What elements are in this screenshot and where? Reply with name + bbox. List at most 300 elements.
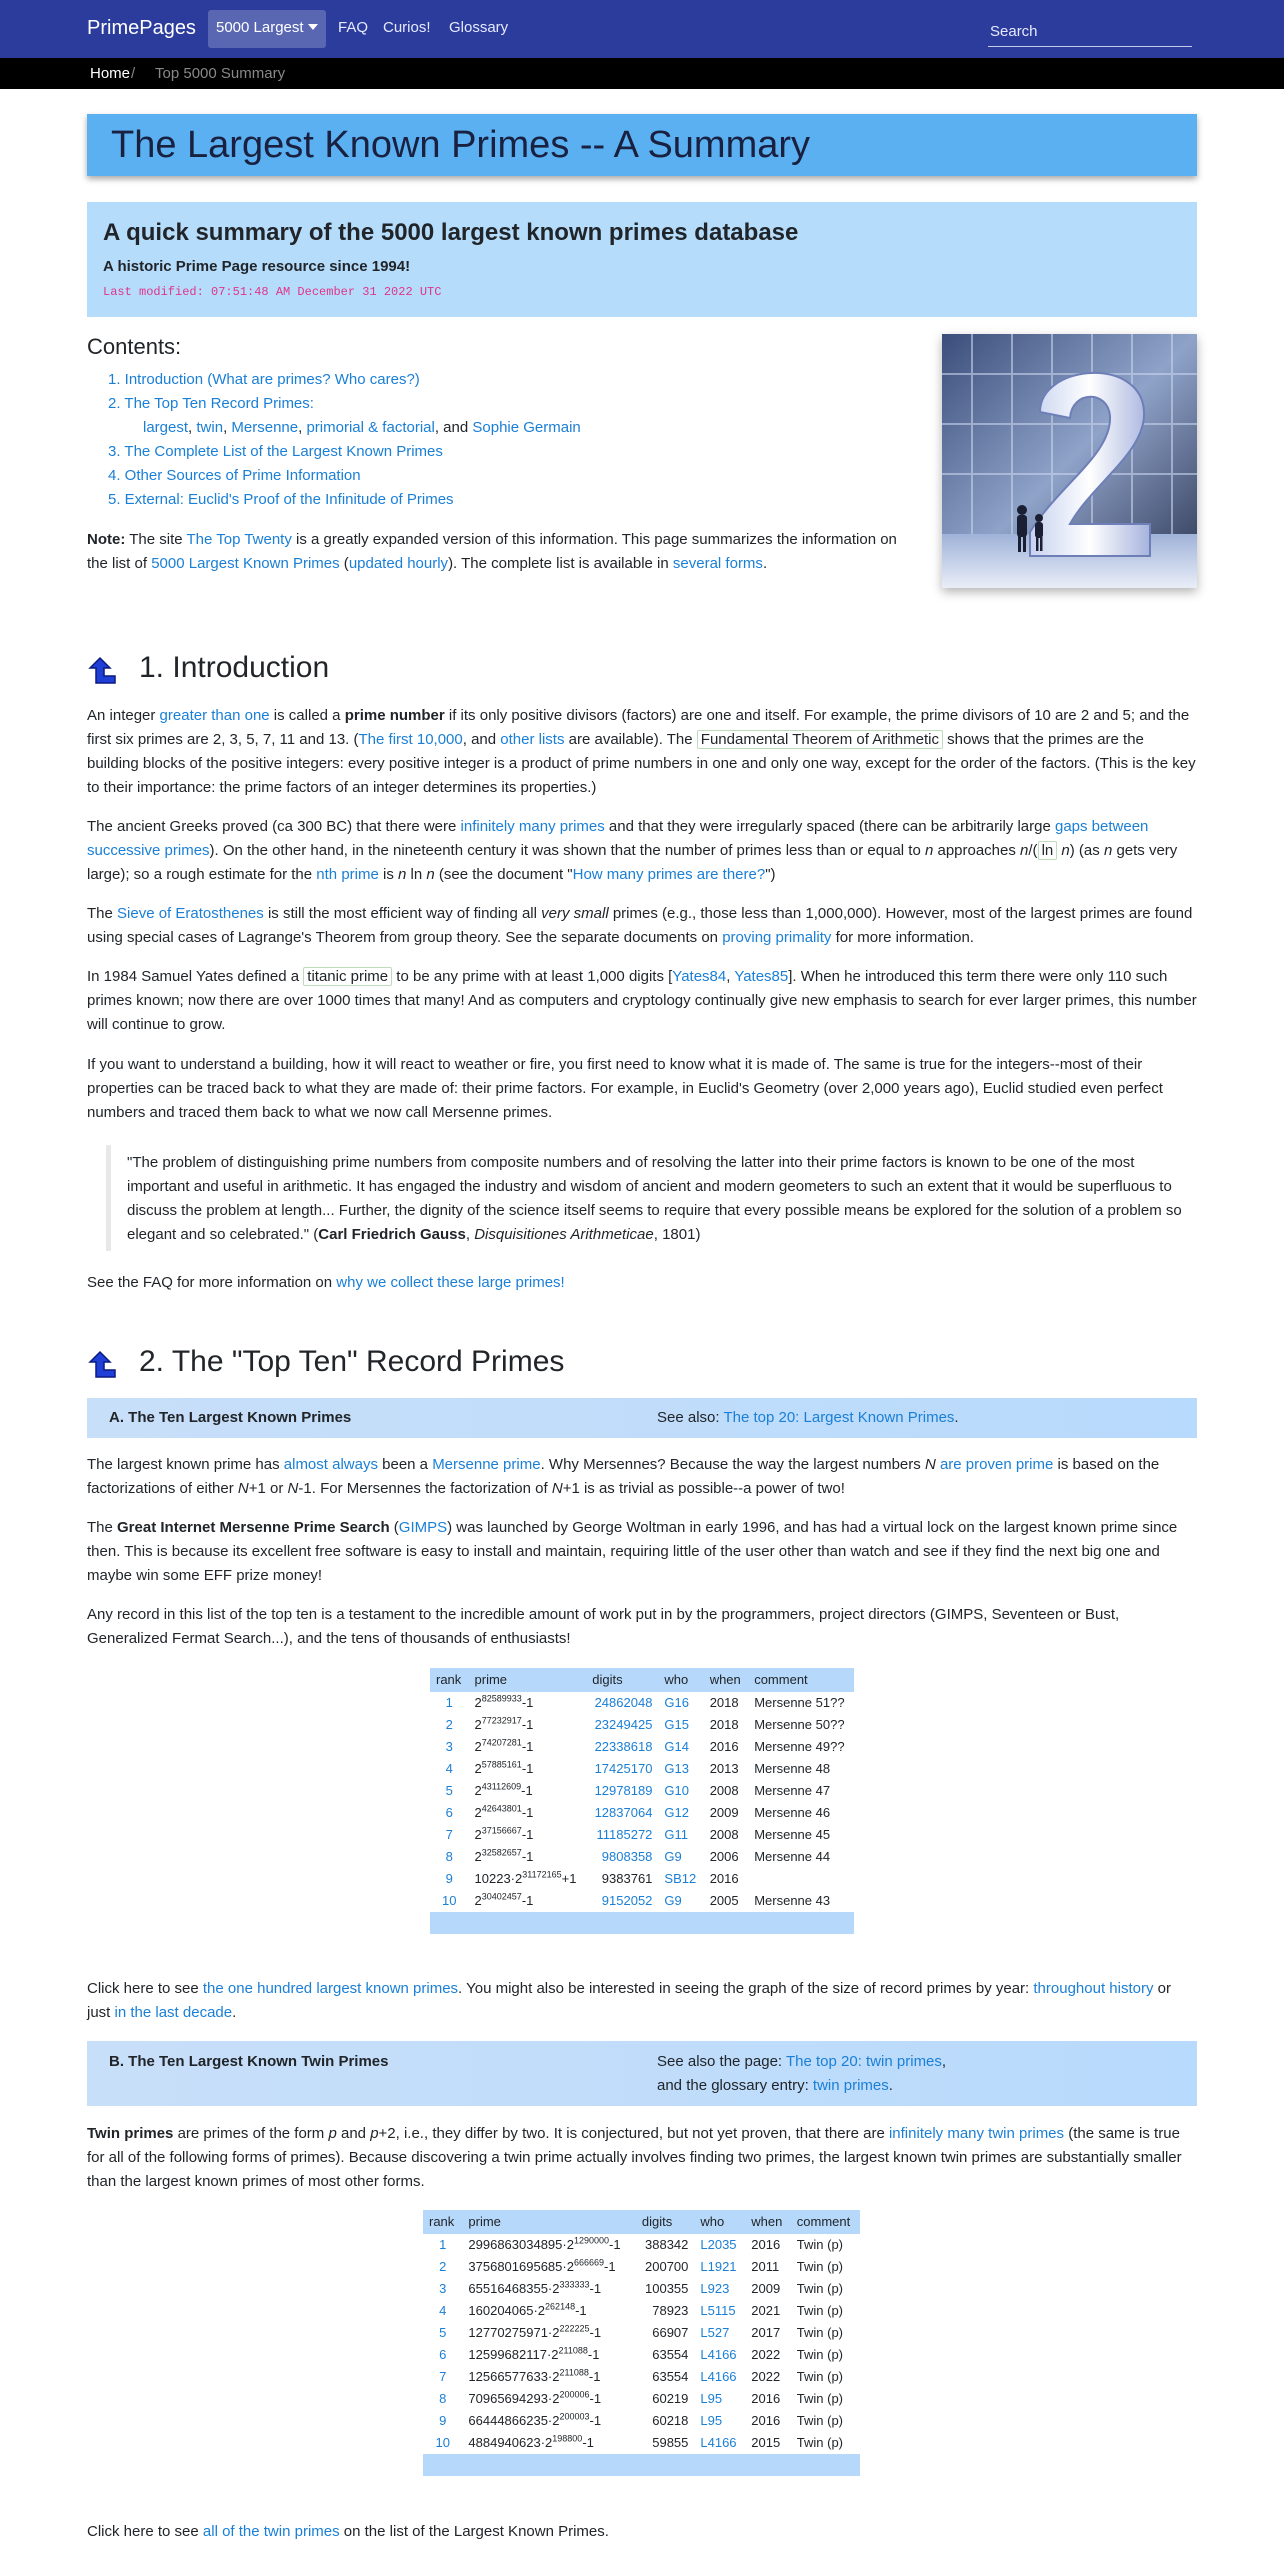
rank-cell	[423, 2344, 462, 2366]
rank-link[interactable]: 3	[439, 2281, 447, 2296]
twin-primes-see-also	[657, 2050, 946, 2074]
italic-term: Disquisitiones Arithmeticae	[474, 1226, 654, 1243]
digits-cell	[586, 1824, 658, 1846]
comment-cell: Twin (p)	[796, 2281, 844, 2296]
inline-link[interactable]: Yates84	[672, 968, 727, 985]
comment-cell: Mersenne 46	[754, 1805, 831, 1820]
text-run: If you want to understand a building, how it will react to weather or fire, you first need to know what it is made of. The same is true for the integers--most of their properties can be traced back to what they are made of: their prime factors. For example, in Euclid's Geometry (over 2,000 years ago), Euclid studied even perfect numbers and traced them back to what we now call Mersenne primes.	[87, 1056, 1163, 1121]
text-run: (the same is true for all of the following forms of primes). Because discovering a twin prime actually involves finding two primes, the largest known twin primes are substantially smaller than the largest known primes of most other forms.	[87, 2125, 1182, 2190]
toc-link-complete-list[interactable]: 3. The Complete List of the Largest Known Primes	[108, 443, 443, 460]
prover-code-link[interactable]: G13	[664, 1761, 689, 1776]
prime-exponent: 666669	[573, 2257, 605, 2268]
italic-term: n	[398, 866, 407, 883]
text-run: and	[336, 2125, 371, 2142]
prime-exponent: 222225	[559, 2323, 590, 2334]
inline-link[interactable]: greater than one	[159, 707, 270, 724]
bold-term: Great Internet Mersenne Prime Search	[117, 1519, 390, 1536]
prover-code-link[interactable]: L1921	[700, 2259, 737, 2274]
twin-primes-paragraph	[87, 2122, 1197, 2194]
prime-exponent: 30402457	[481, 1891, 522, 1902]
page-title: The Largest Known Primes -- A Summary	[111, 124, 811, 166]
comment-cell: Mersenne 50??	[754, 1717, 845, 1732]
prime-cell	[469, 1890, 587, 1912]
top-twenty-link[interactable]: The Top Twenty	[186, 531, 292, 548]
table-row	[423, 2344, 860, 2366]
text-run: if its only positive divisors (factors) are one and itself. For example, the prime divisors of 10 are 2 and 5; and the first six primes are 2, 3, 5, 7, 11 and 13. (	[87, 707, 1190, 748]
toc-link-twin[interactable]: twin	[196, 419, 224, 436]
prime-tail: -1	[521, 1717, 534, 1732]
rank-link[interactable]: 10	[435, 2435, 450, 2450]
hundred-largest-paragraph	[87, 1977, 1197, 2025]
toc-link-sophie-germain[interactable]: Sophie Germain	[472, 419, 581, 436]
text-run: ]. When he introduced this term there were only 110 such primes known; now there are over 1000 times that many! And as computers and cryptology continually give new emphasis to search for ever larger primes, this number will continue to grow.	[87, 968, 1197, 1033]
nav-glossary-link[interactable]: Glossary	[449, 19, 509, 36]
section-2-title: 2. The "Top Ten" Record Primes	[139, 1345, 565, 1378]
digits-cell	[586, 1758, 658, 1780]
prover-code-link[interactable]: G16	[664, 1695, 689, 1710]
text-run: is based on the factorizations of either	[87, 1456, 1160, 1497]
who-cell	[658, 1692, 703, 1714]
text-run: +2, i.e., they differ by two. It is conjectured, but not yet proven, that there are	[378, 2125, 889, 2142]
prover-code-link[interactable]: SB12	[664, 1871, 697, 1886]
toc-link-largest[interactable]: largest	[143, 419, 189, 436]
who-cell	[694, 2344, 745, 2366]
prime-base: 160204065·2	[468, 2303, 546, 2318]
prover-code-link[interactable]: L4166	[700, 2435, 737, 2450]
prime-cell	[469, 1714, 587, 1736]
prover-code-link[interactable]: L4166	[700, 2347, 737, 2362]
prover-code-link[interactable]: L95	[700, 2391, 723, 2406]
toc-link-mersenne[interactable]: Mersenne	[231, 419, 299, 436]
toc-item	[108, 440, 581, 464]
prime-exponent: 57885161	[481, 1759, 522, 1770]
prime-base: 12770275971·2	[468, 2325, 560, 2340]
prime-cell	[462, 2432, 635, 2454]
prime-cell	[469, 1846, 587, 1868]
rank-cell	[430, 1846, 469, 1868]
table-row	[430, 1780, 854, 1802]
comment-cell: Twin (p)	[796, 2435, 844, 2450]
rank-link[interactable]: 3	[445, 1739, 453, 1754]
prime-cell	[462, 2366, 635, 2388]
see-also-text: and the glossary entry:	[657, 2077, 813, 2094]
rank-cell	[423, 2256, 462, 2278]
table-row	[423, 2410, 860, 2432]
text-run: is called a	[269, 707, 345, 724]
prime-cell	[462, 2278, 635, 2300]
rank-link[interactable]: 10	[442, 1893, 457, 1908]
prime-exponent: 333333	[559, 2279, 590, 2290]
italic-term: n	[1061, 842, 1070, 859]
page-title-box	[87, 114, 1197, 176]
note-label: Note:	[87, 531, 126, 548]
prime-base: 65516468355·2	[468, 2281, 560, 2296]
who-cell	[694, 2278, 745, 2300]
digits-link[interactable]: 22338618	[594, 1739, 653, 1754]
digits-cell	[586, 1846, 658, 1868]
when-cell: 2005	[709, 1893, 739, 1908]
bold-term: Twin primes	[87, 2125, 174, 2142]
prime-exponent: 77232917	[481, 1715, 522, 1726]
text-run: shows that the primes are the building blocks of the positive integers: every positive integer is a product of prime numbers in one and only one way, except for the order of the factors. (This is the key to their importance: the prime factors of an integer determines its properties.)	[87, 731, 1196, 796]
rank-link[interactable]: 8	[445, 1849, 453, 1864]
gauss-quote-text	[127, 1151, 1197, 1247]
section-1-title: 1. Introduction	[139, 651, 330, 684]
comment-cell: Mersenne 51??	[754, 1695, 845, 1710]
text-run: The	[87, 1519, 118, 1536]
text-run: ) was launched by George Woltman in early 1996, and has had a virtual lock on the largest known prime since then. This is because its excellent free software is easy to install and maintain, requiring little of the user other than watch and see if they find the next big one and maybe win some EFF prize money!	[87, 1519, 1178, 1584]
rank-link[interactable]: 4	[445, 1761, 453, 1776]
prime-exponent: 32582657	[481, 1847, 522, 1858]
breadcrumb	[0, 58, 1284, 89]
digits-link[interactable]: 9152052	[601, 1893, 653, 1908]
prover-code-link[interactable]: G9	[664, 1849, 682, 1864]
rank-cell	[423, 2300, 462, 2322]
when-cell: 2016	[751, 2237, 781, 2252]
prime-base: 10223·2	[474, 1871, 523, 1886]
italic-term: n	[1103, 842, 1113, 859]
inline-link[interactable]: Mersenne prime	[432, 1456, 541, 1473]
prime-cell	[462, 2256, 635, 2278]
prover-code-link[interactable]: L95	[700, 2413, 723, 2428]
prover-code-link[interactable]: L527	[700, 2325, 730, 2340]
who-cell	[658, 1824, 703, 1846]
rank-link[interactable]: 2	[445, 1717, 453, 1732]
digits-cell	[636, 2322, 695, 2344]
see-also-end: ,	[941, 2053, 947, 2070]
who-cell	[658, 1846, 703, 1868]
rank-link[interactable]: 7	[445, 1827, 453, 1842]
who-cell	[658, 1890, 703, 1912]
column-header-prime: prime	[462, 2210, 635, 2234]
rank-link[interactable]: 5	[439, 2325, 447, 2340]
rank-link[interactable]: 6	[445, 1805, 453, 1820]
last-modified-text: Last modified: 07:51:48 AM December 31 2022 UTC	[103, 285, 442, 299]
rank-cell	[423, 2388, 462, 2410]
inline-link[interactable]: in the last decade	[114, 2004, 233, 2021]
prime-cell	[469, 1824, 587, 1846]
rank-link[interactable]: 9	[439, 2413, 447, 2428]
5000-largest-link[interactable]: 5000 Largest Known Primes	[151, 555, 340, 572]
toc-link-euclid-proof[interactable]: 5. External: Euclid's Proof of the Infinitude of Primes	[108, 491, 454, 508]
text-run: Any record in this list of the top ten is a testament to the incredible amount of work put in by the programmers, project directors (GIMPS, Seventeen or Bust, Generalized Fermat Search...), and the tens of thousands of enthusiasts!	[87, 1606, 1120, 1647]
comment-cell: Twin (p)	[796, 2369, 844, 2384]
toc-link-other-sources[interactable]: 4. Other Sources of Prime Information	[108, 467, 361, 484]
top20-largest-link[interactable]: The top 20: Largest Known Primes	[723, 1409, 955, 1426]
when-cell: 2015	[751, 2435, 781, 2450]
prime-tail: -1	[589, 2413, 602, 2428]
digits-value: 200700	[645, 2259, 689, 2274]
prover-code-link[interactable]: G15	[664, 1717, 689, 1732]
toc-item	[108, 368, 581, 392]
text-run: ln	[406, 866, 427, 883]
text-run: Click here to see	[87, 2523, 203, 2540]
brand-logo-link[interactable]: PrimePages	[87, 17, 196, 39]
prover-code-link[interactable]: G10	[664, 1783, 689, 1798]
italic-term: p	[328, 2125, 337, 2142]
column-header-rank: rank	[423, 2210, 462, 2234]
inline-link[interactable]: gaps between successive primes	[87, 818, 1149, 859]
prover-code-link[interactable]: G9	[664, 1893, 682, 1908]
inline-link[interactable]: proving primality	[722, 929, 832, 946]
inline-link[interactable]: How many primes are there?	[572, 866, 766, 883]
inline-link[interactable]: The first 10,000	[358, 731, 463, 748]
table-row	[423, 2234, 860, 2256]
text-run: The	[87, 905, 118, 922]
table-row	[430, 1758, 854, 1780]
when-cell: 2008	[709, 1827, 739, 1842]
rank-link[interactable]: 2	[439, 2259, 447, 2274]
comment-cell: Mersenne 47	[754, 1783, 831, 1798]
column-header-comment: comment	[791, 2210, 860, 2234]
italic-term: N	[237, 1480, 249, 1497]
digits-link[interactable]: 11185272	[596, 1827, 653, 1842]
text-run: An integer	[87, 707, 160, 724]
when-cell: 2016	[751, 2413, 781, 2428]
prover-code-link[interactable]: G11	[664, 1827, 689, 1842]
toc-link-introduction[interactable]: 1. Introduction (What are primes? Who cares?)	[108, 371, 420, 388]
digits-link[interactable]: 17425170	[594, 1761, 653, 1776]
who-cell	[694, 2300, 745, 2322]
see-also-text: See also the page:	[657, 2053, 786, 2070]
toc-link-top-ten[interactable]: 2. The Top Ten Record Primes:	[108, 395, 314, 412]
several-forms-link[interactable]: several forms	[672, 555, 763, 572]
prime-tail: +1	[561, 1871, 577, 1886]
rank-cell	[423, 2322, 462, 2344]
inline-link[interactable]: infinitely many twin primes	[888, 2125, 1065, 2142]
prime-tail: -1	[588, 2369, 601, 2384]
italic-term: N	[924, 1456, 936, 1473]
prime-exponent: 211088	[558, 2345, 588, 2356]
digits-value: 388342	[645, 2237, 689, 2252]
rank-cell	[423, 2278, 462, 2300]
note-text: The site	[129, 531, 183, 548]
table-row	[423, 2278, 860, 2300]
updated-hourly-link[interactable]: updated hourly	[348, 555, 449, 572]
table-of-contents	[108, 368, 581, 512]
digits-value: 63554	[652, 2347, 689, 2362]
italic-term: n	[426, 866, 435, 883]
prime-cell	[469, 1780, 587, 1802]
table-row	[430, 1714, 854, 1736]
prime-cell	[462, 2322, 635, 2344]
rank-link[interactable]: 4	[439, 2303, 447, 2318]
prover-code-link[interactable]: L923	[700, 2281, 730, 2296]
rank-cell	[430, 1890, 469, 1912]
table-row	[430, 1802, 854, 1824]
prime-exponent: 1290000	[573, 2235, 610, 2246]
inline-link[interactable]: why we collect these large primes!	[336, 1274, 565, 1291]
prover-code-link[interactable]: G14	[664, 1739, 689, 1754]
glossary-term[interactable]: titanic prime	[303, 967, 392, 986]
prime-base: 2996863034895·2	[468, 2237, 574, 2252]
digits-value: 59855	[652, 2435, 689, 2450]
rank-link[interactable]: 7	[439, 2369, 447, 2384]
comment-cell: Twin (p)	[796, 2259, 844, 2274]
largest-primes-see-also	[657, 1406, 959, 1430]
intro-paragraph-4	[87, 965, 1197, 1037]
twin-primes-bar	[87, 2041, 1197, 2106]
digits-link[interactable]: 23249425	[594, 1717, 653, 1732]
digits-cell	[586, 1802, 658, 1824]
search-input[interactable]	[988, 16, 1192, 47]
prime-tail: -1	[521, 1893, 534, 1908]
who-cell	[658, 1736, 703, 1758]
column-header-rank: rank	[430, 1668, 469, 1692]
digits-cell	[586, 1714, 658, 1736]
back-to-top-arrow-icon[interactable]	[87, 656, 117, 686]
digits-value: 9383761	[601, 1871, 653, 1886]
who-cell	[694, 2410, 745, 2432]
inline-link[interactable]: nth prime	[316, 866, 379, 883]
prime-tail: -1	[589, 2325, 602, 2340]
prover-code-link[interactable]: G12	[664, 1805, 689, 1820]
table-footer-cell	[430, 1912, 854, 1934]
nav-curios-link[interactable]: Curios!	[383, 19, 431, 36]
table-row	[423, 2366, 860, 2388]
table-footer-row	[423, 2454, 860, 2476]
text-run: In 1984 Samuel Yates defined a	[87, 968, 304, 985]
when-cell: 2016	[751, 2391, 781, 2406]
comment-cell: Mersenne 44	[754, 1849, 831, 1864]
faq-paragraph	[87, 1271, 1197, 1295]
digits-link[interactable]: 24862048	[594, 1695, 653, 1710]
prover-code-link[interactable]: L2035	[700, 2237, 737, 2252]
who-cell	[694, 2366, 745, 2388]
rank-cell	[423, 2432, 462, 2454]
italic-term: n	[924, 842, 934, 859]
prime-base: 2	[474, 1695, 482, 1710]
prime-tail: -1	[587, 2347, 600, 2362]
comment-cell: Mersenne 49??	[754, 1739, 845, 1754]
glossary-term[interactable]: Fundamental Theorem of Arithmetic	[697, 730, 943, 749]
digits-cell	[636, 2234, 695, 2256]
twin-glossary-see-also	[657, 2074, 893, 2098]
when-cell: 2016	[709, 1739, 739, 1754]
prime-tail: -1	[521, 1739, 534, 1754]
top20-twin-link[interactable]: The top 20: twin primes	[786, 2053, 942, 2070]
digits-link[interactable]: 9808358	[601, 1849, 653, 1864]
prime-tail: -1	[521, 1695, 534, 1710]
comment-cell: Mersenne 48	[754, 1761, 831, 1776]
prime-tail: -1	[521, 1783, 533, 1798]
digits-cell	[636, 2344, 695, 2366]
digits-cell	[636, 2410, 695, 2432]
rank-cell	[430, 1780, 469, 1802]
digits-link[interactable]: 12837064	[594, 1805, 653, 1820]
prime-exponent: 37156667	[481, 1825, 522, 1836]
table-row	[423, 2322, 860, 2344]
inline-link[interactable]: are proven prime	[939, 1456, 1054, 1473]
nav-5000-largest-label: 5000 Largest	[216, 19, 304, 36]
rank-cell	[423, 2234, 462, 2256]
summary-heading: A quick summary of the 5000 largest known primes database	[103, 219, 799, 246]
prime-cell	[469, 1736, 587, 1758]
breadcrumb-home-link[interactable]: Home	[90, 65, 131, 82]
nav-faq-link[interactable]: FAQ	[338, 19, 369, 36]
prime-exponent: 31172165	[522, 1869, 562, 1880]
inline-link[interactable]: other lists	[500, 731, 565, 748]
inline-link[interactable]: Yates85	[734, 968, 789, 985]
text-run: Click here to see	[87, 1980, 203, 1997]
digits-value: 78923	[652, 2303, 689, 2318]
prime-cell	[469, 1692, 587, 1714]
rank-link[interactable]: 9	[445, 1871, 453, 1886]
text-run: See the FAQ for more information on	[87, 1274, 337, 1291]
rank-cell	[430, 1714, 469, 1736]
rank-cell	[430, 1736, 469, 1758]
digits-link[interactable]: 12978189	[594, 1783, 653, 1798]
table-row	[430, 1692, 854, 1714]
back-to-top-arrow-icon[interactable]	[87, 1350, 117, 1380]
table-row	[430, 1868, 854, 1890]
caret-down-icon	[308, 24, 318, 30]
digits-value: 60219	[652, 2391, 689, 2406]
column-header-when: when	[704, 1668, 749, 1692]
intro-paragraph-5	[87, 1053, 1197, 1125]
comment-cell: Twin (p)	[796, 2325, 844, 2340]
digits-cell	[636, 2256, 695, 2278]
prover-code-link[interactable]: L4166	[700, 2369, 737, 2384]
digits-cell	[636, 2300, 695, 2322]
rank-link[interactable]: 6	[439, 2347, 447, 2362]
inline-link[interactable]: the one hundred largest known primes	[202, 1980, 459, 1997]
rank-link[interactable]: 5	[445, 1783, 453, 1798]
prover-code-link[interactable]: L5115	[700, 2303, 736, 2318]
comment-cell: Twin (p)	[796, 2303, 844, 2318]
twin-primes-table	[423, 2210, 860, 2476]
digits-value: 66907	[652, 2325, 689, 2340]
italic-term: p	[370, 2125, 379, 2142]
inline-link[interactable]: throughout history	[1033, 1980, 1154, 1997]
inline-link[interactable]: Sieve of Eratosthenes	[117, 905, 264, 922]
record-testament-paragraph	[87, 1603, 1197, 1651]
largest-primes-bar-title: A. The Ten Largest Known Primes	[109, 1409, 352, 1426]
rank-link[interactable]: 1	[445, 1695, 453, 1710]
rank-link[interactable]: 1	[439, 2237, 447, 2252]
nav-5000-largest-dropdown[interactable]	[208, 10, 326, 48]
rank-link[interactable]: 8	[439, 2391, 447, 2406]
column-header-who: who	[694, 2210, 745, 2234]
text-run: . Why Mersennes? Because the way the largest numbers	[540, 1456, 925, 1473]
text-run: The largest known prime has	[87, 1456, 284, 1473]
prime-cell	[469, 1802, 587, 1824]
inline-link[interactable]: almost always	[283, 1456, 378, 1473]
when-cell: 2006	[709, 1849, 739, 1864]
glossary-term[interactable]: ln	[1038, 841, 1058, 860]
text-run: , 1801)	[653, 1226, 701, 1243]
toc-link-primorial-factorial[interactable]: primorial & factorial	[306, 419, 435, 436]
table-footer-row	[430, 1912, 854, 1934]
italic-term: N	[287, 1480, 299, 1497]
text-run: +1 or	[248, 1480, 288, 1497]
comment-cell: Twin (p)	[796, 2413, 844, 2428]
digits-cell	[586, 1868, 658, 1890]
comment-cell: Mersenne 45	[754, 1827, 831, 1842]
text-run: to be any prime with at least 1,000 digits [	[392, 968, 673, 985]
text-run: The ancient Greeks proved (ca 300 BC) that there were	[87, 818, 461, 835]
comment-cell	[748, 1868, 854, 1890]
who-cell	[658, 1758, 703, 1780]
inline-link[interactable]: all of the twin primes	[202, 2523, 340, 2540]
inline-link[interactable]: GIMPS	[398, 1519, 448, 1536]
rank-cell	[423, 2410, 462, 2432]
prime-base: 66444866235·2	[468, 2413, 560, 2428]
when-cell: 2022	[751, 2369, 781, 2384]
inline-link[interactable]: infinitely many primes	[460, 818, 605, 835]
glossary-twin-link[interactable]: twin primes	[812, 2077, 889, 2094]
who-cell	[658, 1868, 703, 1890]
